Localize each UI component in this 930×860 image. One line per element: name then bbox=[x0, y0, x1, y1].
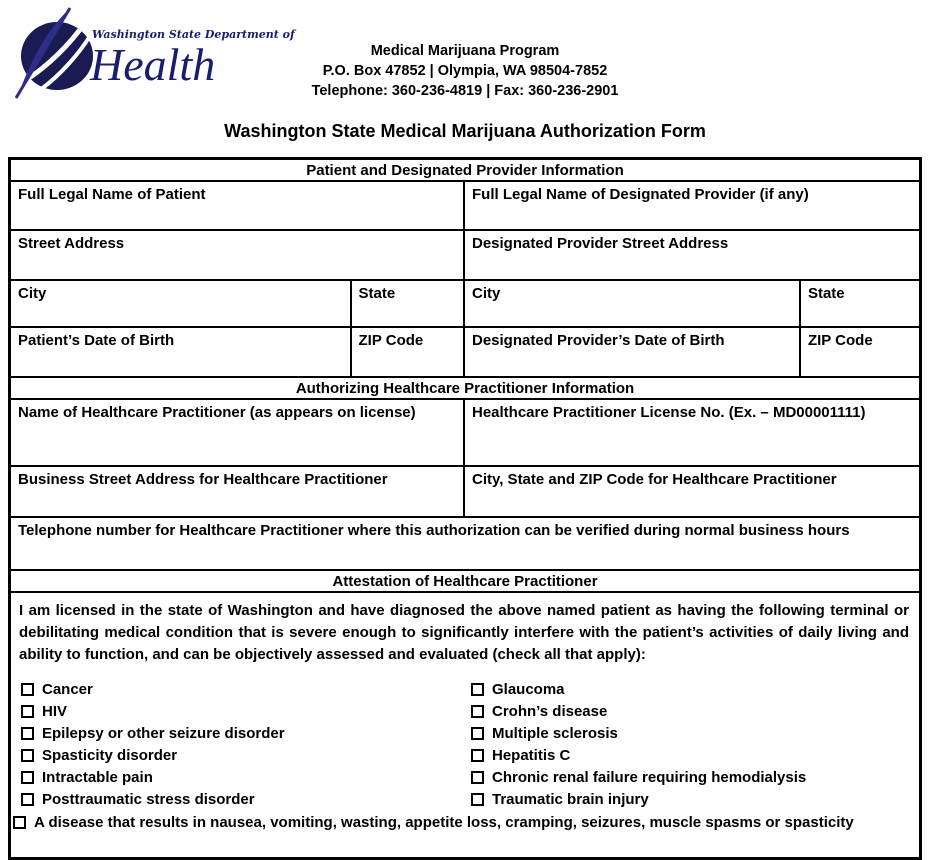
label-provider-name: Full Legal Name of Designated Provider (if any) bbox=[472, 186, 809, 203]
condition-tbi-label: Traumatic brain injury bbox=[492, 790, 649, 808]
field-provider-street[interactable] bbox=[465, 231, 919, 279]
condition-crohns bbox=[471, 700, 919, 722]
label-practitioner-license: Healthcare Practitioner License No. (Ex. – MD00001111) bbox=[472, 404, 866, 421]
label-patient-street: Street Address bbox=[18, 235, 125, 252]
attestation-intro: I am licensed in the state of Washington and have diagnosed the above named patient as having the following terminal or debilitating medical condition that is severe enough to significantly interfere with the patient’s activities of daily living and ability to function, and can be objectively assessed and evaluated (check all that apply): bbox=[19, 602, 909, 663]
conditions-right-column bbox=[465, 678, 919, 810]
condition-renal-failure bbox=[471, 766, 919, 788]
row-practitioner-name-license bbox=[11, 400, 919, 467]
condition-ptsd-label: Posttraumatic stress disorder bbox=[42, 790, 255, 808]
row-practitioner-telephone bbox=[11, 518, 919, 571]
conditions-left-column bbox=[11, 678, 465, 810]
label-patient-zip: ZIP Code bbox=[358, 332, 424, 349]
field-patient-state[interactable] bbox=[352, 281, 466, 326]
checkbox-disease-symptoms-icon[interactable] bbox=[13, 816, 26, 829]
field-practitioner-business-address[interactable] bbox=[11, 467, 465, 516]
condition-hiv-label: HIV bbox=[42, 702, 68, 720]
program-address: P.O. Box 47852 | Olympia, WA 98504-7852 bbox=[322, 63, 608, 79]
field-patient-zip[interactable] bbox=[352, 328, 466, 376]
condition-disease-symptoms bbox=[11, 811, 919, 833]
label-provider-state: State bbox=[807, 285, 845, 302]
condition-spasticity bbox=[21, 744, 465, 766]
condition-ptsd bbox=[21, 788, 465, 810]
field-provider-city[interactable] bbox=[465, 281, 801, 326]
field-provider-name[interactable] bbox=[465, 182, 919, 229]
label-practitioner-telephone: Telephone number for Healthcare Practitioner where this authorization can be verified during normal business hours bbox=[18, 522, 850, 539]
condition-spasticity-label: Spasticity disorder bbox=[42, 746, 178, 764]
condition-disease-symptoms-label: A disease that results in nausea, vomiting, wasting, appetite loss, cramping, seizures, muscle spasms or spasticity bbox=[34, 813, 854, 831]
condition-tbi bbox=[471, 788, 919, 810]
checkbox-ptsd-icon[interactable] bbox=[21, 793, 34, 806]
row-practitioner-address bbox=[11, 467, 919, 518]
checkbox-spasticity-icon[interactable] bbox=[21, 749, 34, 762]
label-patient-name: Full Legal Name of Patient bbox=[18, 186, 206, 203]
condition-crohns-label: Crohn’s disease bbox=[492, 702, 608, 720]
row-street bbox=[11, 231, 919, 281]
checkbox-epilepsy-icon[interactable] bbox=[21, 727, 34, 740]
checkbox-intractable-pain-icon[interactable] bbox=[21, 771, 34, 784]
checkbox-hiv-icon[interactable] bbox=[21, 705, 34, 718]
label-provider-dob: Designated Provider’s Date of Birth bbox=[472, 332, 725, 349]
attestation-section bbox=[11, 593, 919, 833]
program-phone: Telephone: 360-236-4819 | Fax: 360-236-2901 bbox=[311, 83, 619, 99]
field-practitioner-name[interactable] bbox=[11, 400, 465, 465]
checkbox-renal-failure-icon[interactable] bbox=[471, 771, 484, 784]
field-practitioner-license[interactable] bbox=[465, 400, 919, 465]
checkbox-glaucoma-icon[interactable] bbox=[471, 683, 484, 696]
field-provider-dob[interactable] bbox=[465, 328, 801, 376]
label-provider-city: City bbox=[472, 285, 501, 302]
section-header-attestation: Attestation of Healthcare Practitioner bbox=[11, 571, 919, 593]
condition-cancer-label: Cancer bbox=[42, 680, 93, 698]
condition-intractable-pain bbox=[21, 766, 465, 788]
row-names bbox=[11, 182, 919, 231]
checkbox-tbi-icon[interactable] bbox=[471, 793, 484, 806]
label-provider-zip: ZIP Code bbox=[807, 332, 873, 349]
program-contact-block bbox=[0, 41, 930, 101]
condition-glaucoma-label: Glaucoma bbox=[492, 680, 565, 698]
form-title: Washington State Medical Marijuana Authorization Form bbox=[224, 121, 706, 141]
label-practitioner-business-address: Business Street Address for Healthcare Practitioner bbox=[18, 471, 388, 488]
field-patient-street[interactable] bbox=[11, 231, 465, 279]
row-dob-zip bbox=[11, 328, 919, 378]
condition-multiple-sclerosis-label: Multiple sclerosis bbox=[492, 724, 618, 742]
label-patient-city: City bbox=[18, 285, 47, 302]
condition-intractable-pain-label: Intractable pain bbox=[42, 768, 153, 786]
field-patient-city[interactable] bbox=[11, 281, 352, 326]
condition-epilepsy bbox=[21, 722, 465, 744]
condition-hiv bbox=[21, 700, 465, 722]
condition-hepatitis-c bbox=[471, 744, 919, 766]
condition-cancer bbox=[21, 678, 465, 700]
checkbox-multiple-sclerosis-icon[interactable] bbox=[471, 727, 484, 740]
condition-multiple-sclerosis bbox=[471, 722, 919, 744]
label-practitioner-name: Name of Healthcare Practitioner (as appears on license) bbox=[18, 404, 416, 421]
checkbox-hepatitis-c-icon[interactable] bbox=[471, 749, 484, 762]
field-provider-zip[interactable] bbox=[801, 328, 919, 376]
form-table bbox=[8, 157, 922, 860]
field-patient-name[interactable] bbox=[11, 182, 465, 229]
condition-epilepsy-label: Epilepsy or other seizure disorder bbox=[42, 724, 285, 742]
condition-renal-failure-label: Chronic renal failure requiring hemodialysis bbox=[492, 768, 807, 786]
label-patient-dob: Patient’s Date of Birth bbox=[18, 332, 175, 349]
logo-department-text: Washington State Department of bbox=[92, 28, 295, 41]
conditions-list bbox=[11, 678, 919, 810]
program-name: Medical Marijuana Program bbox=[370, 43, 560, 59]
section-header-practitioner: Authorizing Healthcare Practitioner Information bbox=[11, 378, 919, 400]
label-provider-street: Designated Provider Street Address bbox=[472, 235, 729, 252]
field-practitioner-telephone[interactable] bbox=[11, 518, 919, 569]
section-header-patient-provider: Patient and Designated Provider Information bbox=[11, 160, 919, 182]
field-provider-state[interactable] bbox=[801, 281, 919, 326]
condition-glaucoma bbox=[471, 678, 919, 700]
field-patient-dob[interactable] bbox=[11, 328, 352, 376]
logo-health-text: Health bbox=[90, 39, 216, 90]
checkbox-cancer-icon[interactable] bbox=[21, 683, 34, 696]
row-city-state bbox=[11, 281, 919, 328]
field-practitioner-city-state-zip[interactable] bbox=[465, 467, 919, 516]
checkbox-crohns-icon[interactable] bbox=[471, 705, 484, 718]
label-patient-state: State bbox=[358, 285, 396, 302]
condition-hepatitis-c-label: Hepatitis C bbox=[492, 746, 571, 764]
label-practitioner-city-state-zip: City, State and ZIP Code for Healthcare Practitioner bbox=[472, 471, 837, 488]
